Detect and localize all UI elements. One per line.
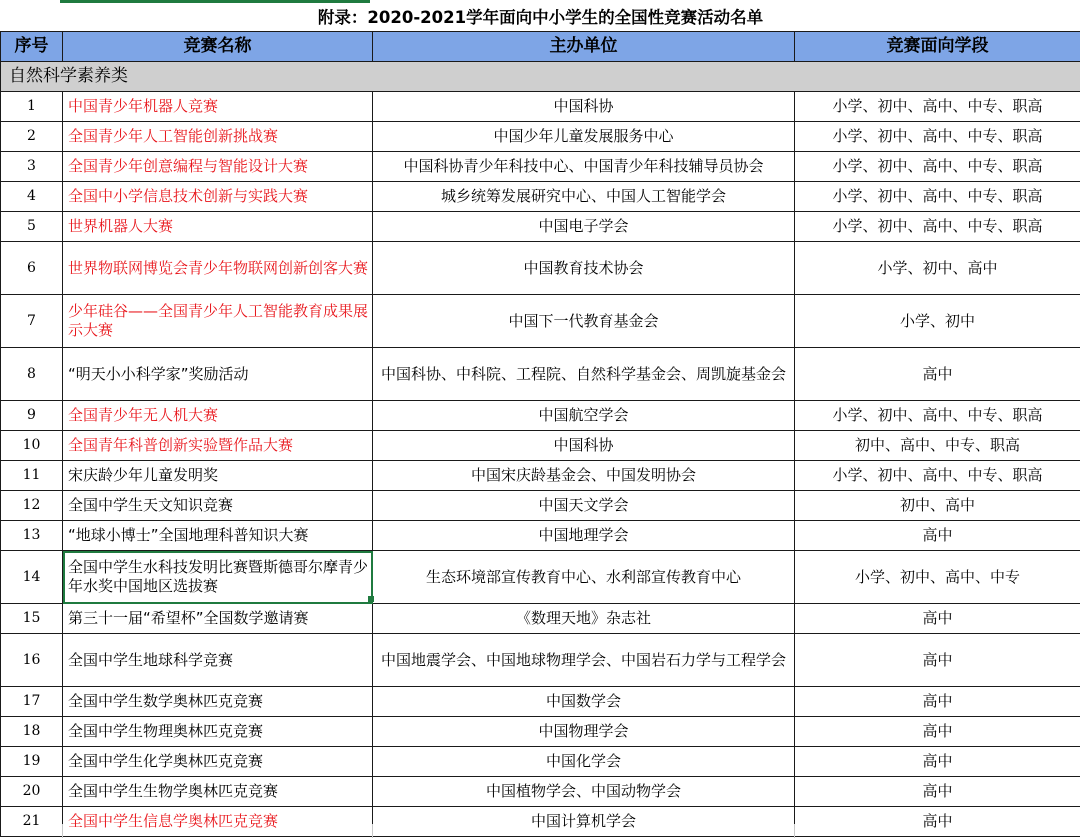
- school-level[interactable]: 小学、初中、高中、中专、职高: [795, 92, 1080, 122]
- row-number[interactable]: 1: [1, 92, 63, 122]
- organizer[interactable]: 中国地理学会: [373, 521, 795, 551]
- table-row: [1, 747, 1080, 777]
- row-number[interactable]: 4: [1, 182, 63, 212]
- row-number[interactable]: 11: [1, 461, 63, 491]
- competition-name[interactable]: 世界机器人大赛: [63, 212, 373, 242]
- competition-name[interactable]: 宋庆龄少年儿童发明奖: [63, 461, 373, 491]
- competition-name[interactable]: 全国青少年无人机大赛: [63, 401, 373, 431]
- table-row: [1, 92, 1080, 122]
- school-level[interactable]: 小学、初中、高中、中专、职高: [795, 401, 1080, 431]
- organizer[interactable]: 中国科协: [373, 431, 795, 461]
- table-row: [1, 431, 1080, 461]
- school-level[interactable]: 高中: [795, 348, 1080, 401]
- school-level[interactable]: 小学、初中: [795, 295, 1080, 348]
- fill-handle[interactable]: [368, 596, 374, 602]
- competition-name[interactable]: 全国中学生地球科学竞赛: [63, 634, 373, 687]
- organizer[interactable]: 中国少年儿童发展服务中心: [373, 122, 795, 152]
- school-level[interactable]: 高中: [795, 777, 1080, 807]
- row-number[interactable]: 7: [1, 295, 63, 348]
- header-row: [1, 32, 1080, 62]
- organizer[interactable]: 中国科协: [373, 92, 795, 122]
- organizer[interactable]: 生态环境部宣传教育中心、水利部宣传教育中心: [373, 551, 795, 604]
- row-number[interactable]: 2: [1, 122, 63, 152]
- organizer[interactable]: 中国化学会: [373, 747, 795, 777]
- organizer[interactable]: 中国下一代教育基金会: [373, 295, 795, 348]
- table-row: [1, 401, 1080, 431]
- title-row: [1, 4, 1080, 32]
- school-level[interactable]: 小学、初中、高中、中专、职高: [795, 212, 1080, 242]
- row-number[interactable]: 13: [1, 521, 63, 551]
- organizer[interactable]: 中国计算机学会: [373, 807, 795, 837]
- table-row: [1, 521, 1080, 551]
- table-row: [1, 348, 1080, 401]
- organizer[interactable]: 中国天文学会: [373, 491, 795, 521]
- competition-name[interactable]: 全国中学生化学奥林匹克竞赛: [63, 747, 373, 777]
- grid-line: [372, 824, 373, 838]
- organizer[interactable]: 城乡统筹发展研究中心、中国人工智能学会: [373, 182, 795, 212]
- organizer[interactable]: 中国电子学会: [373, 212, 795, 242]
- row-number[interactable]: 15: [1, 604, 63, 634]
- table-row: [1, 491, 1080, 521]
- school-level[interactable]: 高中: [795, 687, 1080, 717]
- school-level[interactable]: 小学、初中、高中、中专、职高: [795, 461, 1080, 491]
- competition-name[interactable]: 第三十一届“希望杯”全国数学邀请赛: [63, 604, 373, 634]
- competition-name[interactable]: 全国中学生生物学奥林匹克竞赛: [63, 777, 373, 807]
- competition-name[interactable]: 全国中小学信息技术创新与实践大赛: [63, 182, 373, 212]
- table-row: [1, 295, 1080, 348]
- row-number[interactable]: 21: [1, 807, 63, 837]
- table-row: [1, 777, 1080, 807]
- school-level[interactable]: 初中、高中、中专、职高: [795, 431, 1080, 461]
- selection-top-border: [60, 0, 370, 3]
- organizer[interactable]: 中国教育技术协会: [373, 242, 795, 295]
- school-level[interactable]: 高中: [795, 717, 1080, 747]
- organizer[interactable]: 中国数学会: [373, 687, 795, 717]
- table-row: [1, 212, 1080, 242]
- organizer[interactable]: 中国植物学会、中国动物学会: [373, 777, 795, 807]
- organizer[interactable]: 中国物理学会: [373, 717, 795, 747]
- school-level[interactable]: 小学、初中、高中: [795, 242, 1080, 295]
- empty-row: [0, 824, 1080, 838]
- row-number[interactable]: 10: [1, 431, 63, 461]
- competition-name[interactable]: 世界物联网博览会青少年物联网创新创客大赛: [63, 242, 373, 295]
- competition-name[interactable]: 全国中学生天文知识竞赛: [63, 491, 373, 521]
- table-row: [1, 634, 1080, 687]
- competition-name[interactable]: 全国中学生水科技发明比赛暨斯德哥尔摩青少年水奖中国地区选拔赛: [63, 551, 373, 604]
- table-row: [1, 717, 1080, 747]
- organizer[interactable]: 中国宋庆龄基金会、中国发明协会: [373, 461, 795, 491]
- header-org[interactable]: 主办单位: [373, 32, 795, 62]
- school-level[interactable]: 高中: [795, 521, 1080, 551]
- school-level[interactable]: 小学、初中、高中、中专、职高: [795, 152, 1080, 182]
- row-number[interactable]: 17: [1, 687, 63, 717]
- row-number[interactable]: 12: [1, 491, 63, 521]
- row-number[interactable]: 19: [1, 747, 63, 777]
- table-row: [1, 687, 1080, 717]
- school-level[interactable]: 高中: [795, 634, 1080, 687]
- sheet-title[interactable]: 附录：2020-2021学年面向中小学生的全国性竞赛活动名单: [1, 4, 1080, 32]
- competition-name[interactable]: 全国中学生数学奥林匹克竞赛: [63, 687, 373, 717]
- header-no[interactable]: 序号: [1, 32, 63, 62]
- organizer[interactable]: 中国航空学会: [373, 401, 795, 431]
- school-level[interactable]: 高中: [795, 807, 1080, 837]
- header-level[interactable]: 竞赛面向学段: [795, 32, 1080, 62]
- school-level[interactable]: 小学、初中、高中、中专: [795, 551, 1080, 604]
- table-row: [1, 122, 1080, 152]
- organizer[interactable]: 中国科协青少年科技中心、中国青少年科技辅导员协会: [373, 152, 795, 182]
- competition-name[interactable]: “明天小小科学家”奖励活动: [63, 348, 373, 401]
- grid-line: [794, 824, 795, 838]
- category-row: [1, 62, 1080, 92]
- table-row: [1, 152, 1080, 182]
- organizer[interactable]: 中国科协、中科院、工程院、自然科学基金会、周凯旋基金会: [373, 348, 795, 401]
- competition-name[interactable]: 全国中学生信息学奥林匹克竞赛: [63, 807, 373, 837]
- school-level[interactable]: 初中、高中: [795, 491, 1080, 521]
- row-number[interactable]: 3: [1, 152, 63, 182]
- school-level[interactable]: 小学、初中、高中、中专、职高: [795, 182, 1080, 212]
- row-number[interactable]: 5: [1, 212, 63, 242]
- organizer[interactable]: 中国地震学会、中国地球物理学会、中国岩石力学与工程学会: [373, 634, 795, 687]
- row-number[interactable]: 20: [1, 777, 63, 807]
- header-name[interactable]: 竞赛名称: [63, 32, 373, 62]
- competition-name[interactable]: 全国青少年人工智能创新挑战赛: [63, 122, 373, 152]
- competition-name[interactable]: 全国青年科普创新实验暨作品大赛: [63, 431, 373, 461]
- competition-name[interactable]: 少年硅谷——全国青少年人工智能教育成果展示大赛: [63, 295, 373, 348]
- grid-line: [62, 824, 63, 838]
- table-row: [1, 182, 1080, 212]
- competition-name[interactable]: “地球小博士”全国地理科普知识大赛: [63, 521, 373, 551]
- school-level[interactable]: 高中: [795, 604, 1080, 634]
- competition-name[interactable]: 全国中学生物理奥林匹克竞赛: [63, 717, 373, 747]
- table-row: [1, 604, 1080, 634]
- school-level[interactable]: 小学、初中、高中、中专、职高: [795, 122, 1080, 152]
- competition-name[interactable]: 全国青少年创意编程与智能设计大赛: [63, 152, 373, 182]
- row-number[interactable]: 18: [1, 717, 63, 747]
- row-number[interactable]: 8: [1, 348, 63, 401]
- table-row: [1, 242, 1080, 295]
- table-row: [1, 551, 1080, 604]
- category-label[interactable]: 自然科学素养类: [1, 62, 1080, 92]
- row-number[interactable]: 9: [1, 401, 63, 431]
- school-level[interactable]: 高中: [795, 747, 1080, 777]
- competition-name[interactable]: 中国青少年机器人竞赛: [63, 92, 373, 122]
- organizer[interactable]: 《数理天地》杂志社: [373, 604, 795, 634]
- row-number[interactable]: 16: [1, 634, 63, 687]
- row-number[interactable]: 14: [1, 551, 63, 604]
- competition-table: [0, 4, 1080, 837]
- row-number[interactable]: 6: [1, 242, 63, 295]
- table-row: [1, 461, 1080, 491]
